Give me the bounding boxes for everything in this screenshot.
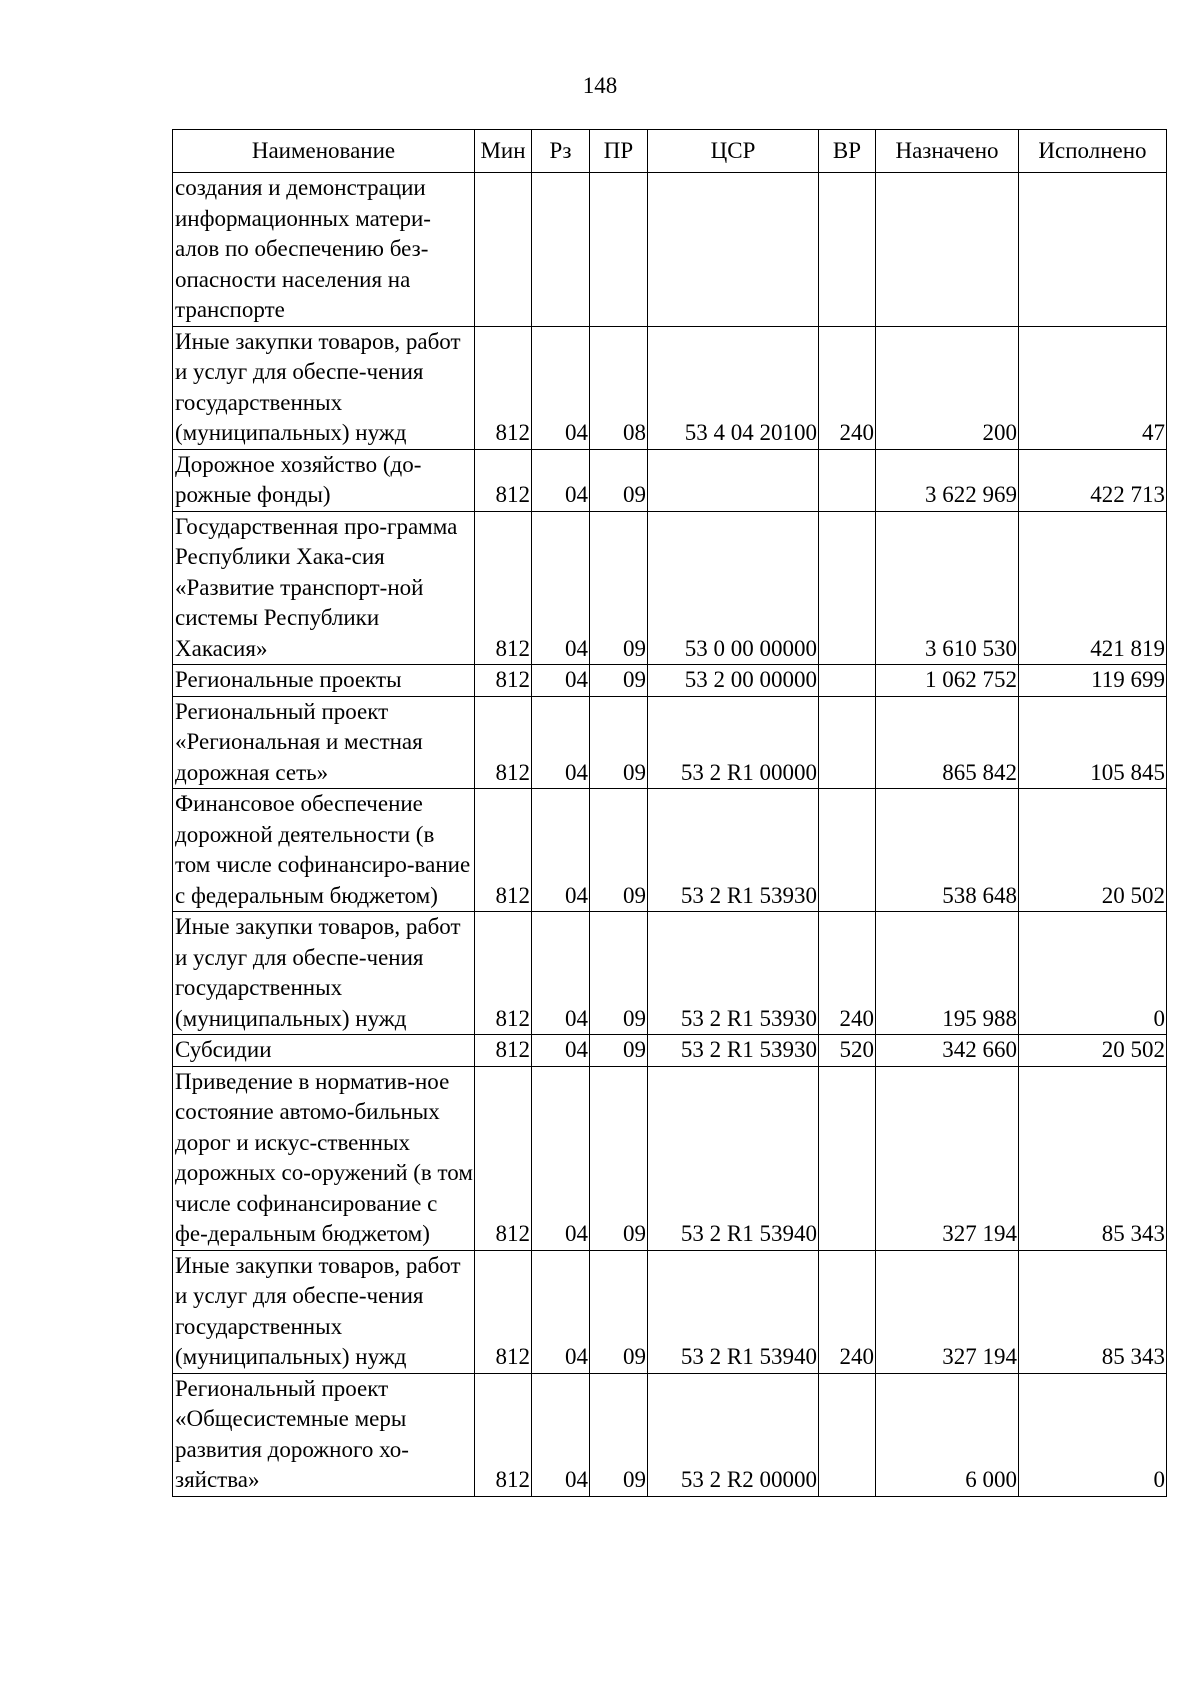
row-naznacheno: 195 988	[876, 912, 1019, 1035]
row-rz: 04	[532, 1066, 590, 1250]
row-min	[475, 173, 532, 327]
row-ispolneno: 0	[1019, 912, 1167, 1035]
row-pr: 09	[590, 1066, 648, 1250]
row-ispolneno: 20 502	[1019, 789, 1167, 912]
row-vr	[819, 1373, 876, 1496]
row-naznacheno: 538 648	[876, 789, 1019, 912]
row-min: 812	[475, 449, 532, 511]
row-naznacheno: 1 062 752	[876, 665, 1019, 697]
table-row	[173, 1250, 1167, 1373]
row-rz: 04	[532, 326, 590, 449]
row-naznacheno	[876, 173, 1019, 327]
table-row	[173, 1373, 1167, 1496]
row-pr: 09	[590, 449, 648, 511]
row-pr: 09	[590, 1373, 648, 1496]
table-row	[173, 789, 1167, 912]
row-csr: 53 0 00 00000	[648, 511, 819, 665]
row-name: Иные закупки товаров, работ и услуг для обеспе-чения государственных (муниципальных) нужд	[173, 1250, 475, 1373]
row-csr: 53 2 R1 53930	[648, 912, 819, 1035]
row-pr: 09	[590, 912, 648, 1035]
page-number: 148	[582, 73, 618, 98]
table-row	[173, 912, 1167, 1035]
row-csr: 53 2 R1 00000	[648, 696, 819, 789]
row-rz: 04	[532, 789, 590, 912]
row-name: Региональный проект «Региональная и местная дорожная сеть»	[173, 696, 475, 789]
row-ispolneno: 85 343	[1019, 1066, 1167, 1250]
header-csr: ЦСР	[648, 130, 819, 173]
row-rz: 04	[532, 912, 590, 1035]
row-vr	[819, 449, 876, 511]
row-rz: 04	[532, 1035, 590, 1067]
row-min: 812	[475, 1035, 532, 1067]
row-name: создания и демонстрации информационных матери-алов по обеспечению без-опасности населения на транспорте	[173, 173, 475, 327]
row-pr: 08	[590, 326, 648, 449]
row-vr	[819, 696, 876, 789]
row-naznacheno: 3 610 530	[876, 511, 1019, 665]
row-ispolneno: 421 819	[1019, 511, 1167, 665]
row-vr	[819, 173, 876, 327]
row-min: 812	[475, 789, 532, 912]
row-name: Иные закупки товаров, работ и услуг для обеспе-чения государственных (муниципальных) нужд	[173, 912, 475, 1035]
row-name: Региональный проект «Общесистемные меры развития дорожного хо-зяйства»	[173, 1373, 475, 1496]
row-rz: 04	[532, 449, 590, 511]
row-csr: 53 4 04 20100	[648, 326, 819, 449]
row-vr: 520	[819, 1035, 876, 1067]
row-naznacheno: 3 622 969	[876, 449, 1019, 511]
header-vr: ВР	[819, 130, 876, 173]
header-pr: ПР	[590, 130, 648, 173]
row-ispolneno: 20 502	[1019, 1035, 1167, 1067]
row-ispolneno	[1019, 173, 1167, 327]
row-vr	[819, 665, 876, 697]
row-ispolneno: 47	[1019, 326, 1167, 449]
row-min: 812	[475, 1066, 532, 1250]
table-row	[173, 511, 1167, 665]
table-body	[173, 173, 1167, 1497]
header-ispolneno: Исполнено	[1019, 130, 1167, 173]
budget-table	[172, 129, 1167, 1497]
header-rz: Рз	[532, 130, 590, 173]
header-name: Наименование	[173, 130, 475, 173]
row-ispolneno: 105 845	[1019, 696, 1167, 789]
row-name: Финансовое обеспечение дорожной деятельности (в том числе софинансиро-вание с федеральным бюджетом)	[173, 789, 475, 912]
row-min: 812	[475, 696, 532, 789]
row-min: 812	[475, 1373, 532, 1496]
row-ispolneno: 85 343	[1019, 1250, 1167, 1373]
header-naznacheno: Назначено	[876, 130, 1019, 173]
row-naznacheno: 327 194	[876, 1066, 1019, 1250]
row-min: 812	[475, 912, 532, 1035]
row-csr: 53 2 00 00000	[648, 665, 819, 697]
row-naznacheno: 6 000	[876, 1373, 1019, 1496]
table-row	[173, 326, 1167, 449]
row-pr: 09	[590, 511, 648, 665]
row-csr: 53 2 R1 53940	[648, 1066, 819, 1250]
table-header-row	[173, 130, 1167, 173]
row-rz: 04	[532, 696, 590, 789]
row-naznacheno: 342 660	[876, 1035, 1019, 1067]
row-vr	[819, 789, 876, 912]
row-csr: 53 2 R1 53930	[648, 789, 819, 912]
row-min: 812	[475, 326, 532, 449]
table-row	[173, 1066, 1167, 1250]
row-rz: 04	[532, 1373, 590, 1496]
row-name: Региональные проекты	[173, 665, 475, 697]
row-ispolneno: 0	[1019, 1373, 1167, 1496]
row-name: Субсидии	[173, 1035, 475, 1067]
row-name: Государственная про-грамма Республики Хака-сия «Развитие транспорт-ной системы Республики Хакасия»	[173, 511, 475, 665]
row-rz: 04	[532, 665, 590, 697]
row-name: Приведение в норматив-ное состояние автомо-бильных дорог и искус-ственных дорожных со-оружений (в том числе софинансирование с фе-деральным бюджетом)	[173, 1066, 475, 1250]
table-row	[173, 173, 1167, 327]
row-naznacheno: 865 842	[876, 696, 1019, 789]
row-min: 812	[475, 1250, 532, 1373]
row-rz: 04	[532, 1250, 590, 1373]
header-min: Мин	[475, 130, 532, 173]
row-naznacheno: 327 194	[876, 1250, 1019, 1373]
row-pr: 09	[590, 789, 648, 912]
row-vr	[819, 511, 876, 665]
row-csr	[648, 173, 819, 327]
table-row	[173, 696, 1167, 789]
row-vr: 240	[819, 1250, 876, 1373]
row-csr: 53 2 R2 00000	[648, 1373, 819, 1496]
row-vr	[819, 1066, 876, 1250]
row-vr: 240	[819, 326, 876, 449]
row-naznacheno: 200	[876, 326, 1019, 449]
row-pr: 09	[590, 696, 648, 789]
row-rz	[532, 173, 590, 327]
row-ispolneno: 119 699	[1019, 665, 1167, 697]
table-row	[173, 665, 1167, 697]
row-ispolneno: 422 713	[1019, 449, 1167, 511]
row-min: 812	[475, 511, 532, 665]
row-csr: 53 2 R1 53940	[648, 1250, 819, 1373]
row-name: Дорожное хозяйство (до-рожные фонды)	[173, 449, 475, 511]
row-name: Иные закупки товаров, работ и услуг для обеспе-чения государственных (муниципальных) нужд	[173, 326, 475, 449]
row-min: 812	[475, 665, 532, 697]
row-pr: 09	[590, 665, 648, 697]
row-csr: 53 2 R1 53930	[648, 1035, 819, 1067]
row-rz: 04	[532, 511, 590, 665]
row-pr	[590, 173, 648, 327]
row-vr: 240	[819, 912, 876, 1035]
row-pr: 09	[590, 1250, 648, 1373]
row-csr	[648, 449, 819, 511]
table-row	[173, 449, 1167, 511]
row-pr: 09	[590, 1035, 648, 1067]
table-row	[173, 1035, 1167, 1067]
